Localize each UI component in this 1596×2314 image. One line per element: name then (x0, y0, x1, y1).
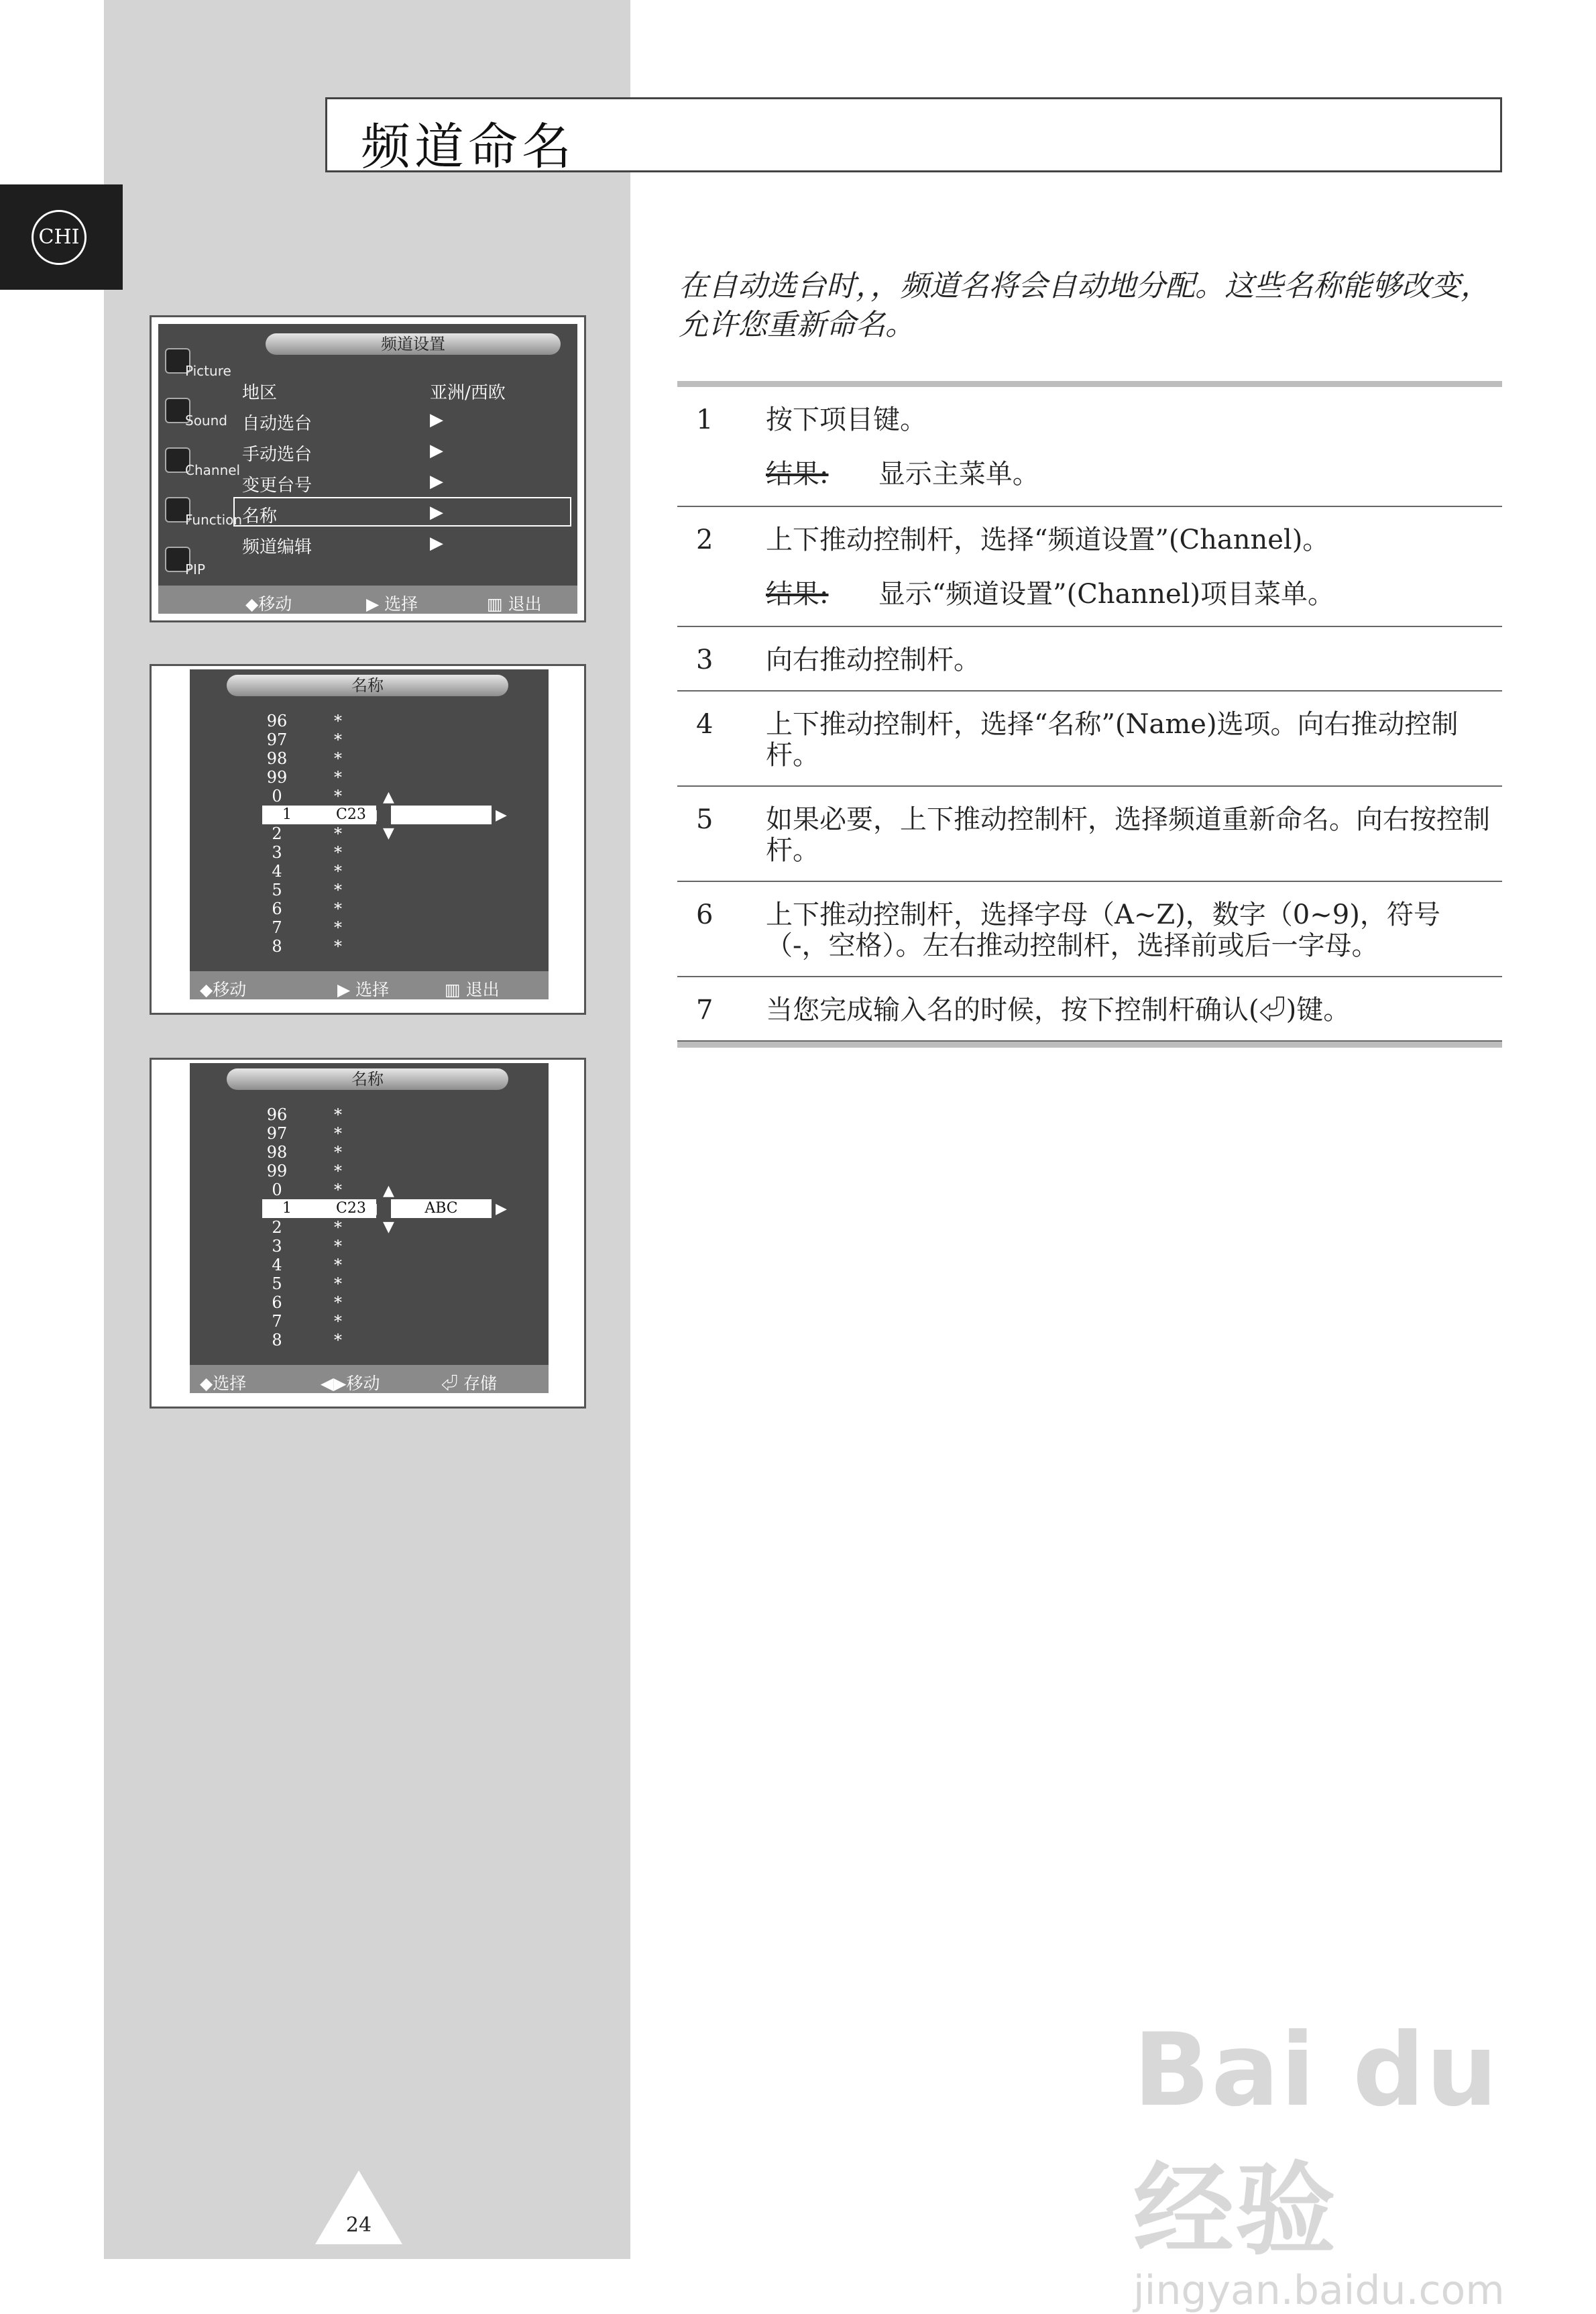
bottom-rule (677, 1042, 1502, 1048)
step-row (677, 977, 1502, 1042)
channel-icon: Channel (164, 443, 223, 493)
footer-select: ▶ 选择 (366, 594, 418, 614)
step-result (766, 453, 1502, 491)
top-rule (677, 381, 1502, 387)
menu-row: 自动选台 ▶ (242, 410, 443, 434)
result-text: 显示“频道设置”(Channel)项目菜单。 (878, 579, 1335, 610)
osd-footer (190, 971, 549, 999)
watermark-brand: Bai du 经验 (1133, 2012, 1499, 2269)
osd-screen: 名称 96 * 97 * 98 * 99 * 0 * 2 * 3 * 4 * 5 * 6 * 7 * 8 * 1 C23 ▲ ▼ ◀ ▶ ◆移动 ▶ 选择 ▥ 退出 (190, 669, 549, 999)
osd-title: 名称 (227, 675, 508, 696)
up-arrow-icon: ▲ (383, 1182, 394, 1199)
result-text: 显示主菜单。 (878, 459, 1039, 490)
title-box (325, 97, 1502, 176)
step-text: 按下项目键。 (766, 404, 927, 435)
steps-list (677, 381, 1502, 1048)
picture-icon: Picture (164, 344, 223, 394)
page-number: 24 (345, 2213, 372, 2237)
osd-screen: 名称 96 * 97 * 98 * 99 * 0 * 2 * 3 * 4 * 5 * 6 * 7 * 8 * 1 C23 ▲ ▼ ◀ ABC ▶ ◆选择 ◀▶移动 ⏎ 存储 (190, 1063, 549, 1393)
up-arrow-icon: ▲ (383, 789, 394, 806)
osd-screen (158, 324, 577, 614)
result-label: 结果: (766, 459, 829, 490)
step-row (677, 507, 1502, 627)
footer-exit: ▥ 退出 (445, 980, 500, 999)
step-number: 5 (696, 804, 714, 835)
menu-row: 频道编辑 ▶ (242, 533, 443, 557)
menu-row: 手动选台 ▶ (242, 441, 443, 465)
menu-icon-column (164, 344, 243, 592)
step-row (677, 387, 1502, 507)
step-text: 向右推动控制杆。 (766, 645, 980, 675)
menu-row: 地区 亚洲/西欧 (242, 383, 506, 403)
step-number: 4 (696, 709, 714, 740)
screenshot-name-list (150, 664, 586, 1015)
step-text: 上下推动控制杆，选择“名称”(Name)选项。向右推动控制杆。 (766, 709, 1459, 771)
selected-channel-bar: 1 C23 (262, 806, 376, 824)
left-arrow-icon: ◀ (365, 807, 377, 824)
function-icon: Function (164, 493, 223, 543)
step-row (677, 692, 1502, 787)
footer-move: ◆移动 (245, 594, 292, 614)
selected-channel-bar: 1 C23 (262, 1199, 376, 1218)
osd-footer (158, 586, 577, 614)
language-badge: CHI (32, 210, 87, 265)
step-number: 1 (696, 404, 714, 435)
step-text: 上下推动控制杆，选择“频道设置”(Channel)。 (766, 525, 1330, 555)
step-row (677, 627, 1502, 692)
down-arrow-icon: ▼ (383, 1219, 394, 1235)
watermark (1133, 2012, 1509, 2314)
footer-select: ◆选择 (200, 1374, 247, 1393)
footer-move: ◀▶移动 (321, 1374, 380, 1393)
screenshot-name-edit (150, 1058, 586, 1409)
step-number: 6 (696, 899, 714, 930)
step-number: 2 (696, 525, 714, 555)
step-number: 3 (696, 645, 714, 675)
right-arrow-icon: ▶ (496, 1201, 507, 1217)
page-title: 频道命名 (361, 118, 575, 176)
left-arrow-icon: ◀ (365, 1201, 377, 1217)
menu-row-selected: 名称 ▶ (242, 502, 443, 527)
intro-text: 在自动选台时，，频道名将会自动地分配。这些名称能够改变，允许您重新命名。 (679, 269, 1490, 342)
step-row (677, 882, 1502, 977)
watermark-url: jingyan.baidu.com (1133, 2267, 1505, 2314)
footer-select: ▶ 选择 (337, 980, 390, 999)
osd-title: 名称 (227, 1068, 508, 1090)
menu-row: 变更台号 ▶ (242, 472, 443, 496)
step-text: 当您完成输入名的时候，按下控制杆确认(⏎)键。 (766, 995, 1351, 1026)
step-number: 7 (696, 995, 714, 1026)
footer-move: ◆移动 (200, 980, 247, 999)
screenshot-channel-menu (150, 315, 586, 622)
down-arrow-icon: ▼ (383, 825, 394, 842)
step-row (677, 787, 1502, 882)
step-text: 如果必要，上下推动控制杆，选择频道重新命名。向右按控制杆。 (766, 804, 1490, 866)
right-arrow-icon: ▶ (496, 807, 507, 824)
footer-exit: ▥ 退出 (487, 594, 542, 614)
name-edit-field (391, 806, 492, 824)
osd-title: 频道设置 (266, 333, 561, 355)
footer-store: ⏎ 存储 (441, 1374, 497, 1393)
step-text: 上下推动控制杆，选择字母（A~Z)，数字（0~9)，符号（-，空格）。左右推动控制杆，选择前或后一字母。 (766, 899, 1440, 961)
name-edit-field: ABC (391, 1199, 492, 1218)
pip-icon: PIP (164, 543, 223, 592)
result-label: 结果: (766, 579, 829, 610)
sound-icon: Sound (164, 394, 223, 443)
step-result (766, 573, 1502, 611)
osd-footer (190, 1365, 549, 1393)
